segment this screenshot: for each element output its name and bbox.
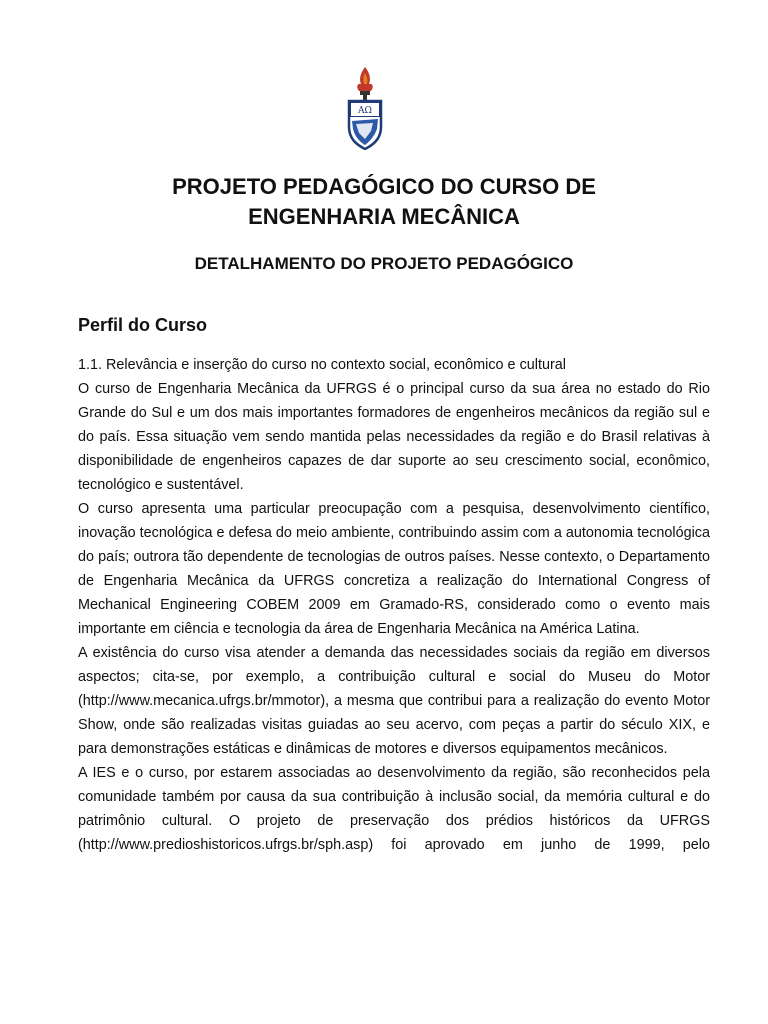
document-body (78, 353, 710, 857)
paragraph-2: O curso de Engenharia Mecânica da UFRGS é o principal curso da sua área no estado do Rio Grande do Sul e um dos mais importantes formadores de engenheiros mecânicos da região sul e do país. Essa situação vem sendo mantida pelas necessidades da região e do Brasil relativas à disponibilidade de engenheiros capazes de dar suporte ao seu crescimento social, econômico, tecnológico e sustentável. (78, 381, 710, 493)
svg-text:AΩ: AΩ (358, 106, 372, 116)
ufrgs-crest-icon (345, 65, 385, 150)
title-line-2: ENGENHARIA MECÂNICA (248, 204, 520, 229)
section-heading: Perfil do Curso (78, 315, 208, 335)
paragraph-5: A IES e o curso, por estarem associadas ao desenvolvimento da região, são reconhecidos pela comunidade também por causa da sua contribuição à inclusão social, da memória cultural e do patrimônio cultural. O projeto de preservação dos prédios históricos da UFRGS (http://www.predioshistoricos.ufrgs.br/sph.asp) foi aprovado em junho de 1999, pelo (78, 765, 710, 853)
paragraph-4: A existência do curso visa atender a demanda das necessidades sociais da região em diversos aspectos; cita-se, por exemplo, a contribuição cultural e social do Museu do Motor (http://www.mecanica.ufrgs.br/mmotor), a mesma que contribui para a realização do evento Motor Show, onde são realizadas visitas guiadas ao seu acervo, com peças a partir do século XIX, e para demonstrações estáticas e dinâmicas de motores e diversos equipamentos mecânicos. (78, 645, 710, 757)
paragraph-3: O curso apresenta uma particular preocupação com a pesquisa, desenvolvimento científico, inovação tecnológica e defesa do meio ambiente, contribuindo assim com a autonomia tecnológica do país; outrora tão dependente de tecnologias de outros países. Nesse contexto, o Departamento de Engenharia Mecânica da UFRGS concretiza a realização do International Congress of Mechanical Engineering COBEM 2009 em Gramado-RS, considerado como o evento mais importante em ciência e tecnologia da área de Engenharia Mecânica na América Latina. (78, 501, 710, 637)
title-line-1: PROJETO PEDAGÓGICO DO CURSO DE (172, 174, 596, 199)
document-title (0, 172, 768, 232)
document-subtitle: DETALHAMENTO DO PROJETO PEDAGÓGICO (194, 254, 574, 273)
paragraph-1: 1.1. Relevância e inserção do curso no contexto social, econômico e cultural (78, 357, 566, 373)
